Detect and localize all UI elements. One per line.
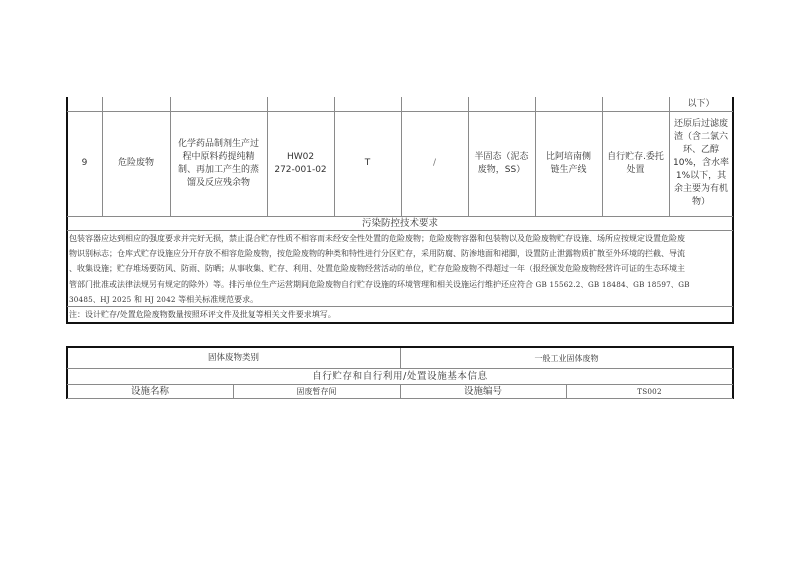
requirements-line-1: 包装容器应达到相应的强度要求并完好无损，禁止混合贮存性质不相容而未经安全性处置的危险废物；危险废物容器和包装物以及危险废物贮存设施、场所应按规定设置危险废: [69, 234, 685, 243]
composition: 还原后过滤废渣（含二氯六环、乙醇10%，含水率1%以下，其余主要为有机物）: [672, 119, 729, 207]
facility-id-label: 设施编号: [463, 385, 502, 397]
row-divider: [67, 398, 733, 399]
source-line: 比阿培南侧链生产线: [545, 151, 591, 175]
standards-list-cont: HJ 2042: [144, 294, 176, 304]
hazard-property: T: [364, 158, 371, 168]
standards-list: GB 15562.2、GB 18484、GB 18597、GB: [535, 279, 690, 289]
section-title: 自行贮存和自行利用/处置设施基本信息: [312, 370, 488, 382]
requirements-line-2: 物识别标志；仓库式贮存设施应分开存放不相容危险废物，按危险废物的种类和特性进行分区贮存，采用防腐、防渗地面和裙脚，设置防止泄露物质扩散至外环境的拦截、导流: [69, 249, 685, 259]
table-note: 注：设计贮存/处置危险废物数量按照环评文件及批复等相关文件要求填写。: [69, 310, 336, 319]
standards-list-cont: 30485、HJ 2025: [69, 294, 132, 304]
requirements-line-4: [69, 277, 732, 292]
requirements-line-5-text: 等相关标准规范要求。: [178, 294, 259, 304]
prev-row-composition-tail: 以下）: [687, 98, 715, 109]
waste-name: 化学药品制剂生产过程中原料药提纯精制、再加工产生的蒸馏及反应残余物: [177, 138, 259, 188]
physical-form: 半固态（泥态废物，SS）: [474, 151, 529, 175]
facility-id-value: TS002: [637, 386, 662, 396]
waste-category: 危险废物: [117, 158, 154, 168]
facility-name-label: 设施名称: [130, 385, 169, 397]
waste-code: HW02 272-001-02: [274, 151, 327, 175]
requirements-line-3: 、收集设施；贮存堆场要防风、防雨、防晒；从事收集、贮存、利用、处置危险废物经营活动的单位，贮存危险废物不得超过一年（报经颁发危险废物经营许可证的生态环境主: [69, 264, 685, 274]
requirements-text: [67, 231, 732, 307]
other-info: /: [432, 158, 437, 168]
table-bottom-border: [66, 322, 734, 324]
row-index: 9: [81, 158, 88, 168]
conjunction: 和: [133, 294, 142, 304]
requirements-title: 污染防控技术要求: [361, 217, 438, 229]
disposal-method: 自行贮存.委托处置: [607, 151, 664, 175]
solid-waste-category-label: 固体废物类别: [207, 352, 259, 363]
facility-name-value: 固废暂存间: [296, 386, 337, 396]
requirements-line-4-text: 管部门批准或法律法规另有规定的除外）等。排污单位生产运营期间危险废物自行贮存设施的环境管理和相关设施运行维护还应符合: [69, 279, 533, 289]
solid-waste-category-value: 一般工业固体废物: [534, 353, 599, 363]
requirements-line-5: [69, 292, 732, 307]
